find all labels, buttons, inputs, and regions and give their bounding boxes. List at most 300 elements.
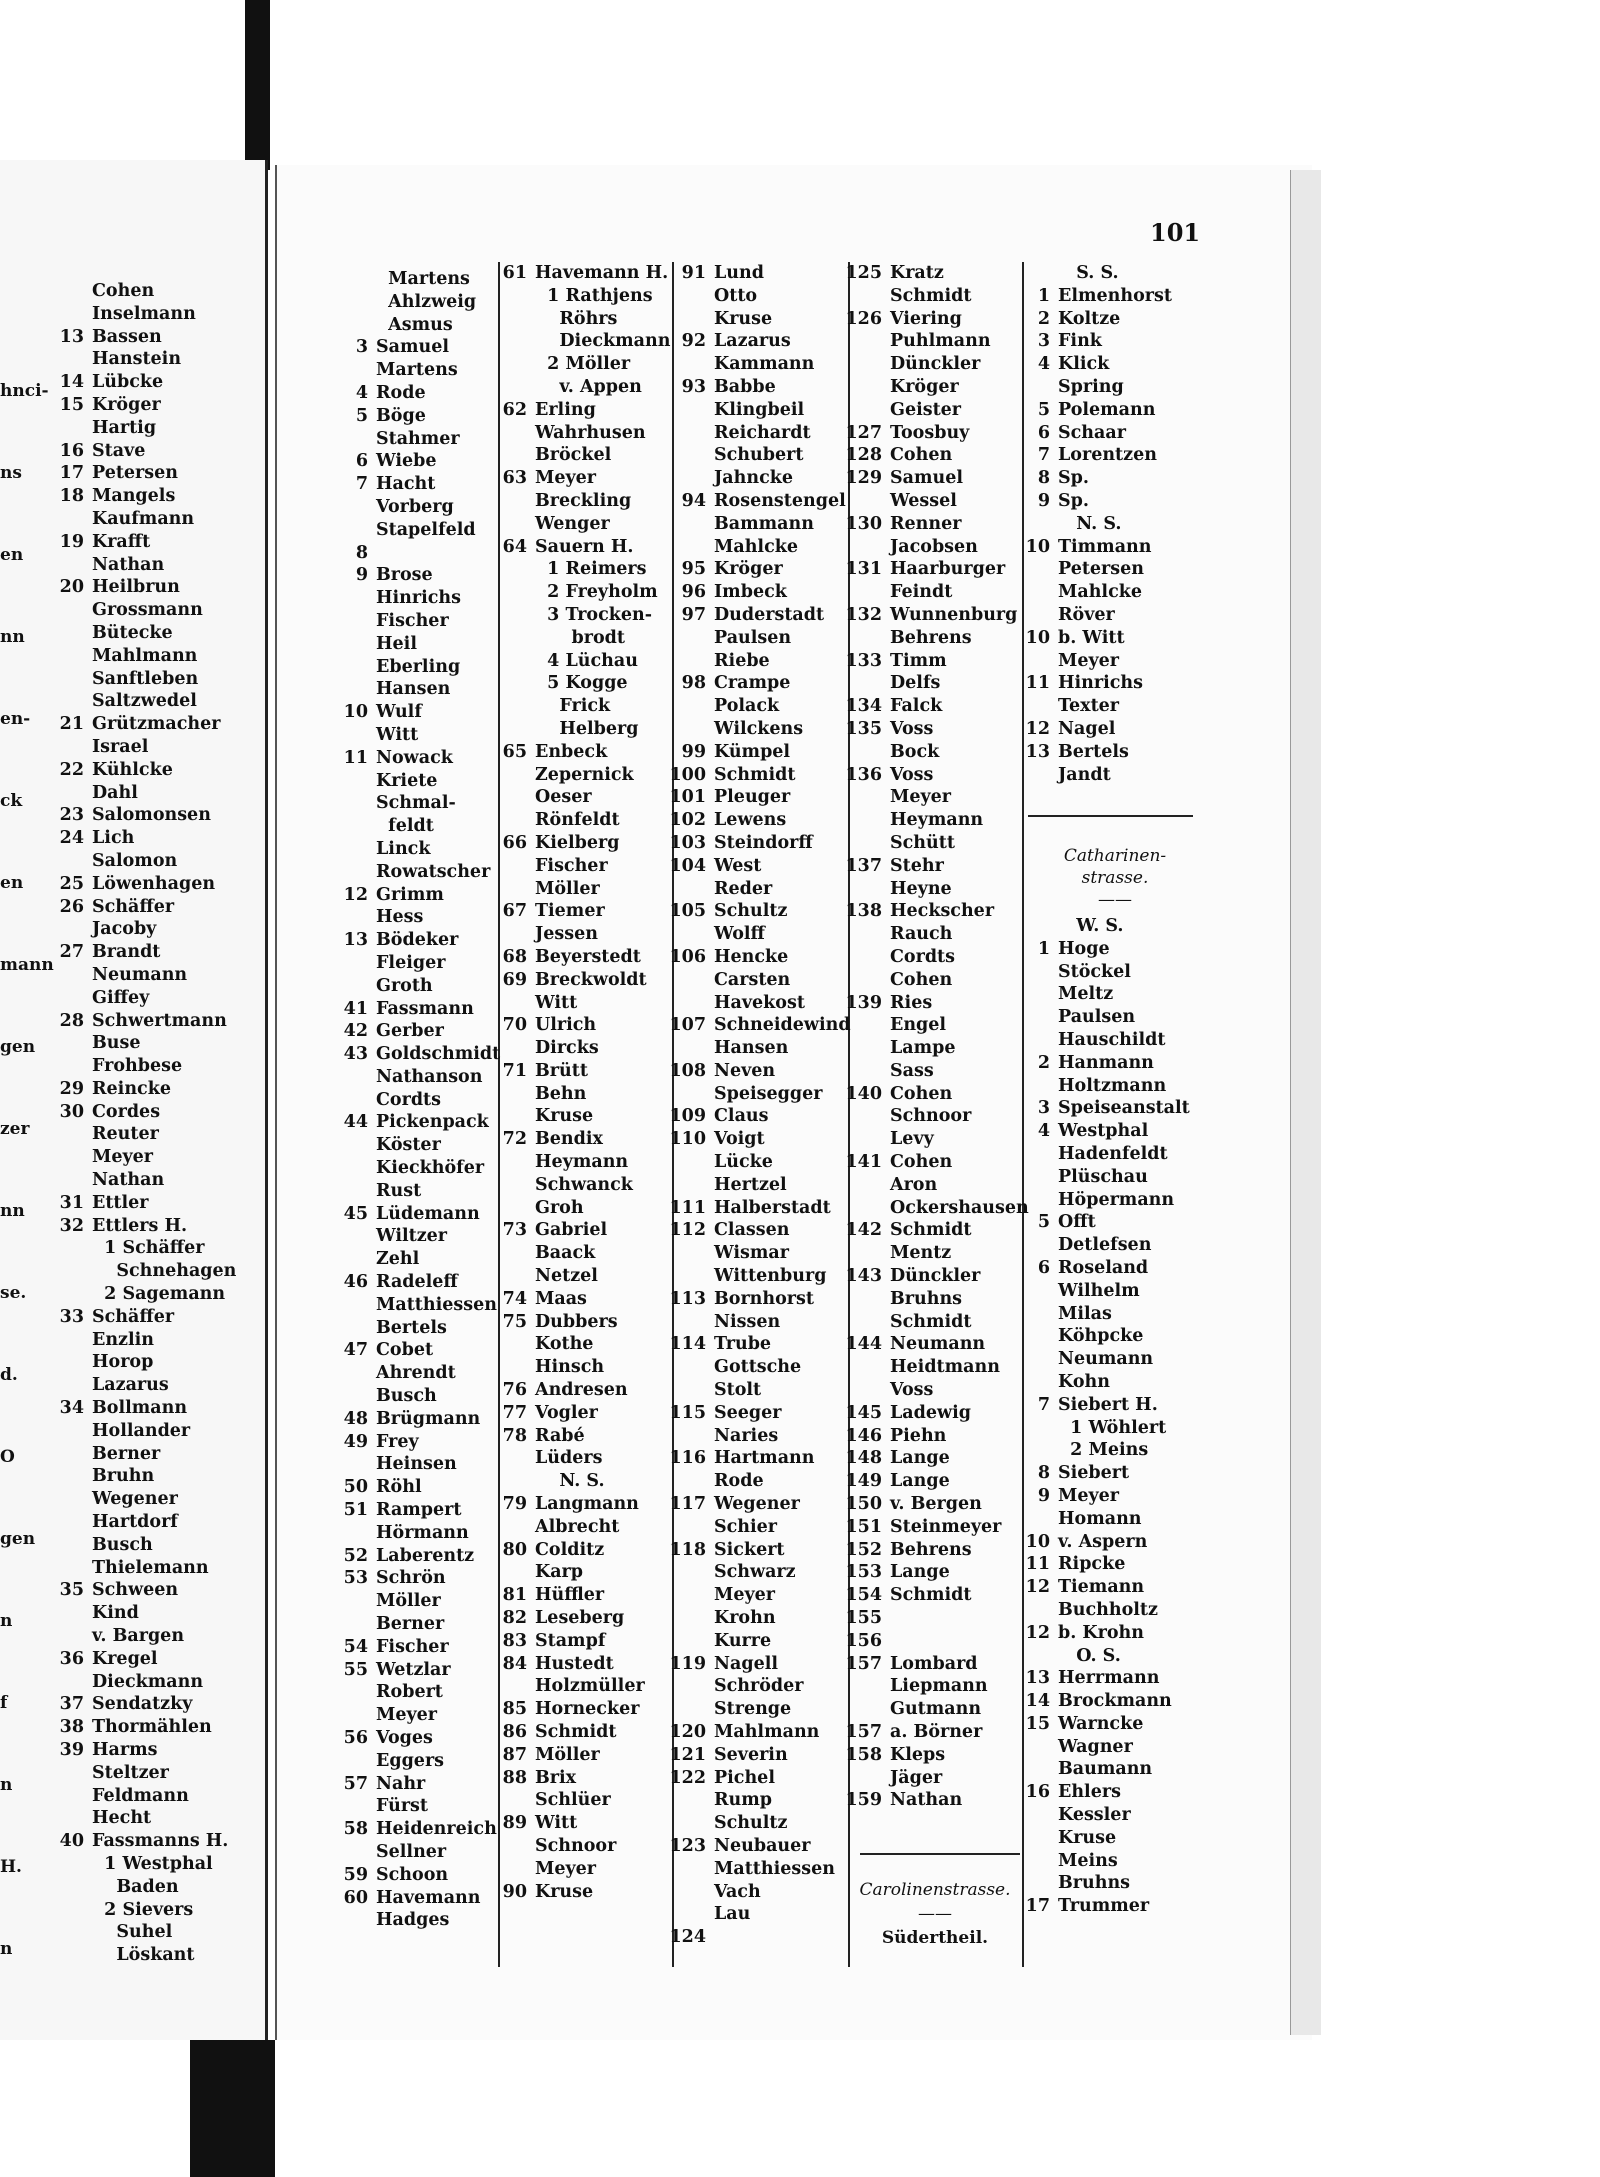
directory-entry bbox=[842, 1128, 1029, 1151]
directory-entry bbox=[495, 1858, 670, 1881]
directory-entry bbox=[48, 1237, 236, 1260]
house-number bbox=[1020, 1599, 1058, 1622]
resident-name: Sellner bbox=[376, 1841, 447, 1862]
address-column-3 bbox=[668, 262, 851, 1949]
directory-entry bbox=[842, 1653, 1029, 1676]
directory-entry bbox=[1020, 1781, 1190, 1804]
directory-entry bbox=[48, 964, 236, 987]
resident-name: Hencke bbox=[714, 946, 789, 967]
house-number bbox=[338, 656, 376, 679]
resident-name: Elmenhorst bbox=[1058, 285, 1172, 306]
resident-name: Cordes bbox=[92, 1101, 161, 1122]
directory-entry bbox=[338, 473, 500, 496]
directory-entry bbox=[842, 1698, 1029, 1721]
directory-entry bbox=[495, 1744, 670, 1767]
house-number bbox=[1020, 376, 1058, 399]
resident-name: Lewens bbox=[714, 810, 787, 831]
page-number: 101 bbox=[1150, 218, 1201, 247]
house-number: 143 bbox=[845, 1266, 882, 1287]
house-number bbox=[495, 764, 535, 787]
house-number bbox=[48, 1921, 92, 1944]
directory-entry bbox=[495, 1493, 670, 1516]
house-number: 131 bbox=[845, 559, 882, 580]
resident-name: Lazarus bbox=[92, 1375, 169, 1396]
directory-entry bbox=[495, 1789, 670, 1812]
address-column-1 bbox=[338, 268, 500, 1932]
directory-entry bbox=[668, 786, 851, 809]
resident-name: Dubbers bbox=[535, 1311, 618, 1332]
house-number: 66 bbox=[502, 832, 527, 853]
house-number: 100 bbox=[669, 764, 706, 785]
house-number: 8 bbox=[1037, 1463, 1050, 1484]
house-number bbox=[1020, 1804, 1058, 1827]
house-number bbox=[495, 1858, 535, 1881]
directory-entry bbox=[1020, 581, 1172, 604]
resident-name: Löwenhagen bbox=[92, 873, 216, 894]
directory-entry bbox=[842, 1675, 1029, 1698]
resident-name: Israel bbox=[92, 736, 149, 757]
resident-name: Nathan bbox=[92, 554, 165, 575]
directory-entry bbox=[338, 1659, 500, 1682]
directory-entry bbox=[48, 280, 236, 303]
directory-entry bbox=[338, 382, 500, 405]
directory-entry bbox=[842, 399, 1029, 422]
directory-entry bbox=[842, 444, 1029, 467]
resident-name: Nagell bbox=[714, 1653, 779, 1674]
directory-entry bbox=[668, 513, 851, 536]
resident-name: Schmidt bbox=[535, 1722, 617, 1742]
resident-name: 2 Sagemann bbox=[92, 1284, 226, 1305]
resident-name: Lange bbox=[890, 1471, 950, 1492]
resident-name: Voss bbox=[890, 764, 934, 785]
directory-entry bbox=[338, 1362, 500, 1385]
house-number bbox=[338, 815, 376, 838]
house-number bbox=[668, 992, 714, 1015]
resident-name: Voss bbox=[890, 1380, 934, 1401]
house-number: 120 bbox=[669, 1722, 706, 1742]
cut-off-text-fragment: f bbox=[0, 1693, 8, 1713]
directory-entry bbox=[842, 1060, 1029, 1083]
directory-entry bbox=[48, 440, 236, 463]
resident-name: Steinmeyer bbox=[890, 1516, 1002, 1537]
house-number: 88 bbox=[502, 1767, 527, 1788]
resident-name: Wegener bbox=[92, 1489, 178, 1510]
resident-name: Salomon bbox=[92, 850, 178, 871]
resident-name: N. S. bbox=[535, 1471, 605, 1492]
house-number bbox=[495, 1174, 535, 1197]
resident-name: Bruhn bbox=[92, 1466, 155, 1487]
directory-entry bbox=[842, 513, 1029, 536]
house-number bbox=[842, 1675, 890, 1698]
resident-name: Meyer bbox=[535, 1858, 597, 1879]
directory-entry bbox=[495, 285, 670, 308]
resident-name: Jacobsen bbox=[890, 536, 978, 557]
resident-name: Andresen bbox=[535, 1380, 628, 1401]
resident-name: Möller bbox=[535, 878, 600, 899]
house-number bbox=[338, 1453, 376, 1476]
house-number: 68 bbox=[502, 946, 527, 967]
resident-name: Schubert bbox=[714, 445, 804, 466]
resident-name: Maas bbox=[535, 1288, 587, 1309]
house-number bbox=[842, 923, 890, 946]
resident-name: Hacht bbox=[376, 474, 436, 495]
house-number: 72 bbox=[502, 1129, 527, 1150]
directory-entry bbox=[495, 604, 670, 627]
resident-name: Colditz bbox=[535, 1539, 605, 1560]
house-number bbox=[842, 1311, 890, 1334]
directory-entry bbox=[48, 1420, 236, 1443]
directory-entry bbox=[48, 348, 236, 371]
resident-name: Kammann bbox=[714, 354, 815, 375]
resident-name: Kruse bbox=[1058, 1827, 1117, 1848]
directory-entry bbox=[668, 490, 851, 513]
house-number bbox=[338, 587, 376, 610]
resident-name: Hartmann bbox=[714, 1448, 815, 1469]
resident-name: Milas bbox=[1058, 1303, 1112, 1324]
resident-name: Lorentzen bbox=[1058, 445, 1157, 466]
resident-name: Kielberg bbox=[535, 832, 620, 853]
resident-name: Polack bbox=[714, 696, 780, 717]
directory-entry bbox=[338, 1180, 500, 1203]
resident-name: Dircks bbox=[535, 1038, 599, 1059]
resident-name: Krohn bbox=[714, 1608, 776, 1629]
house-number: 76 bbox=[502, 1380, 527, 1401]
directory-entry bbox=[48, 1123, 236, 1146]
directory-entry bbox=[338, 1043, 500, 1066]
directory-entry bbox=[495, 1812, 670, 1835]
directory-entry bbox=[48, 1557, 236, 1580]
directory-entry bbox=[495, 1174, 670, 1197]
resident-name: Kröger bbox=[92, 394, 161, 415]
house-number: 103 bbox=[669, 832, 706, 853]
resident-name: Aron bbox=[890, 1174, 938, 1195]
resident-name: Hartdorf bbox=[92, 1512, 178, 1533]
directory-entry bbox=[1020, 558, 1172, 581]
directory-entry bbox=[842, 1037, 1029, 1060]
cut-off-text-fragment: nn bbox=[0, 627, 25, 647]
resident-name: Voigt bbox=[714, 1129, 765, 1150]
resident-name: Reder bbox=[714, 878, 773, 899]
directory-entry bbox=[668, 1698, 851, 1721]
house-number: 128 bbox=[845, 445, 882, 466]
resident-name: O. S. bbox=[1058, 1645, 1121, 1666]
directory-entry bbox=[668, 1151, 851, 1174]
house-number: 49 bbox=[343, 1431, 368, 1452]
directory-entry bbox=[1020, 353, 1172, 376]
resident-name: Tiemann bbox=[1058, 1577, 1145, 1598]
house-number: 70 bbox=[502, 1015, 527, 1036]
house-number: 136 bbox=[845, 764, 882, 785]
directory-entry bbox=[495, 513, 670, 536]
directory-entry bbox=[495, 467, 670, 490]
house-number bbox=[48, 1853, 92, 1876]
house-number: 37 bbox=[59, 1694, 84, 1715]
resident-name: Schoon bbox=[376, 1864, 449, 1885]
resident-name: Cohen bbox=[890, 1083, 953, 1104]
directory-entry bbox=[48, 1374, 236, 1397]
directory-entry bbox=[668, 1835, 851, 1858]
resident-name: Hornecker bbox=[535, 1699, 640, 1720]
house-number: 48 bbox=[343, 1408, 368, 1429]
resident-name: Rode bbox=[714, 1471, 764, 1492]
resident-name: West bbox=[714, 855, 762, 876]
resident-name: 4 Lüchau bbox=[535, 650, 638, 671]
directory-entry bbox=[1020, 490, 1172, 513]
resident-name: Karp bbox=[535, 1562, 584, 1583]
house-number bbox=[338, 1613, 376, 1636]
directory-entry bbox=[48, 713, 236, 736]
street-heading-catharinenstrasse bbox=[1035, 845, 1195, 911]
house-number: 45 bbox=[343, 1203, 368, 1224]
directory-entry bbox=[1020, 1736, 1190, 1759]
house-number: 12 bbox=[343, 884, 368, 905]
resident-name: b. Witt bbox=[1058, 627, 1125, 648]
resident-name: Kurre bbox=[714, 1630, 772, 1651]
house-number bbox=[338, 1795, 376, 1818]
resident-name: Voss bbox=[890, 718, 934, 739]
resident-name: Tiemer bbox=[535, 901, 605, 922]
resident-name: Lazarus bbox=[714, 331, 791, 352]
house-number bbox=[338, 678, 376, 701]
cut-off-text-fragment: ns bbox=[0, 463, 22, 483]
house-number bbox=[668, 1037, 714, 1060]
resident-name: Rowatscher bbox=[376, 861, 491, 882]
directory-entry bbox=[1020, 1713, 1190, 1736]
resident-name: Robert bbox=[376, 1682, 443, 1703]
house-number bbox=[1020, 983, 1058, 1006]
resident-name: Gerber bbox=[376, 1021, 444, 1042]
directory-entry bbox=[495, 1835, 670, 1858]
house-number: 129 bbox=[845, 468, 882, 489]
resident-name: W. S. bbox=[1058, 916, 1124, 936]
house-number bbox=[338, 1909, 376, 1932]
street-name-line1: Catharinen- bbox=[1063, 846, 1167, 866]
directory-entry bbox=[48, 1192, 236, 1215]
directory-entry bbox=[48, 417, 236, 440]
directory-entry bbox=[48, 987, 236, 1010]
house-number bbox=[495, 285, 535, 308]
directory-entry bbox=[495, 1675, 670, 1698]
house-number bbox=[1020, 961, 1058, 984]
house-number bbox=[495, 444, 535, 467]
house-number: 153 bbox=[845, 1562, 882, 1583]
resident-name: Hansen bbox=[376, 679, 451, 700]
directory-entry bbox=[338, 1590, 500, 1613]
directory-entry bbox=[495, 786, 670, 809]
resident-name: Bertels bbox=[1058, 741, 1129, 762]
directory-entry bbox=[495, 262, 670, 285]
house-number: 107 bbox=[669, 1015, 706, 1036]
directory-entry bbox=[668, 923, 851, 946]
directory-entry bbox=[495, 650, 670, 673]
resident-name: Kaufmann bbox=[92, 508, 195, 529]
house-number bbox=[338, 1248, 376, 1271]
resident-name: Jäger bbox=[890, 1767, 943, 1788]
directory-entry bbox=[495, 741, 670, 764]
house-number: 9 bbox=[1037, 1485, 1050, 1506]
house-number: 69 bbox=[502, 969, 527, 990]
street-dash: —— bbox=[918, 1904, 952, 1924]
resident-name: v. Bargen bbox=[92, 1626, 185, 1647]
house-number bbox=[338, 1157, 376, 1180]
house-number bbox=[1020, 1029, 1058, 1052]
resident-name: Klingbeil bbox=[714, 399, 805, 420]
directory-entry bbox=[495, 718, 670, 741]
directory-entry bbox=[668, 718, 851, 741]
resident-name: Schmidt bbox=[714, 764, 796, 785]
resident-name: Hinrichs bbox=[376, 588, 462, 609]
house-number: 13 bbox=[343, 930, 368, 951]
house-number: 155 bbox=[845, 1608, 882, 1629]
house-number bbox=[338, 1225, 376, 1248]
house-number: 32 bbox=[59, 1215, 84, 1236]
resident-name: Hauschildt bbox=[1058, 1029, 1166, 1050]
directory-entry bbox=[495, 1151, 670, 1174]
resident-name: Netzel bbox=[535, 1266, 598, 1287]
resident-name: Dahl bbox=[92, 782, 138, 803]
resident-name: Cohen bbox=[890, 1152, 953, 1173]
resident-name: Kratz bbox=[890, 263, 944, 283]
directory-entry bbox=[48, 1055, 236, 1078]
resident-name: Duderstadt bbox=[714, 604, 825, 625]
resident-name: Bröckel bbox=[535, 445, 612, 466]
house-number bbox=[842, 1379, 890, 1402]
house-number bbox=[842, 1060, 890, 1083]
house-number bbox=[48, 599, 92, 622]
directory-entry bbox=[668, 399, 851, 422]
resident-name: Herrmann bbox=[1058, 1668, 1160, 1689]
resident-name: v. Bergen bbox=[890, 1494, 982, 1515]
house-number bbox=[1020, 1006, 1058, 1029]
cut-off-text-fragment: mann bbox=[0, 955, 54, 975]
resident-name: Steltzer bbox=[92, 1762, 169, 1783]
directory-entry bbox=[842, 1197, 1029, 1220]
house-number: 13 bbox=[59, 326, 84, 347]
resident-name: Hadges bbox=[376, 1910, 450, 1931]
resident-name: Schultz bbox=[714, 1813, 788, 1834]
resident-name: Detlefsen bbox=[1058, 1235, 1152, 1256]
house-number bbox=[668, 718, 714, 741]
directory-entry bbox=[338, 633, 500, 656]
house-number bbox=[495, 308, 535, 331]
house-number bbox=[48, 1944, 92, 1967]
directory-entry bbox=[668, 855, 851, 878]
house-number bbox=[495, 1083, 535, 1106]
directory-entry bbox=[842, 1539, 1029, 1562]
house-number bbox=[668, 1470, 714, 1493]
directory-entry bbox=[338, 1317, 500, 1340]
directory-entry bbox=[338, 336, 500, 359]
resident-name: Jandt bbox=[1058, 764, 1111, 785]
house-number: 7 bbox=[1037, 445, 1050, 466]
house-number: 114 bbox=[669, 1334, 706, 1355]
house-number: 75 bbox=[502, 1311, 527, 1332]
resident-name: Jessen bbox=[535, 924, 598, 945]
resident-name: Brandt bbox=[92, 942, 161, 963]
directory-entry bbox=[338, 1818, 500, 1841]
house-number bbox=[48, 1762, 92, 1785]
house-number: 44 bbox=[343, 1112, 368, 1133]
house-number: 5 bbox=[1037, 399, 1050, 420]
house-number bbox=[48, 1465, 92, 1488]
resident-name: Bendix bbox=[535, 1129, 603, 1150]
directory-entry bbox=[668, 992, 851, 1015]
directory-entry bbox=[338, 1408, 500, 1431]
house-number bbox=[842, 786, 890, 809]
resident-name: Wenger bbox=[535, 513, 610, 534]
house-number: 46 bbox=[343, 1272, 368, 1293]
directory-entry bbox=[668, 1288, 851, 1311]
resident-name: Ries bbox=[890, 992, 933, 1013]
house-number: 148 bbox=[845, 1448, 882, 1469]
directory-entry bbox=[1020, 741, 1172, 764]
directory-entry bbox=[495, 878, 670, 901]
house-number bbox=[48, 668, 92, 691]
directory-entry bbox=[842, 1083, 1029, 1106]
house-number bbox=[842, 672, 890, 695]
resident-name: Hüffler bbox=[535, 1585, 605, 1606]
directory-entry bbox=[338, 1795, 500, 1818]
street-name-line2: strasse. bbox=[1081, 868, 1149, 888]
house-number bbox=[668, 1242, 714, 1265]
house-number bbox=[842, 832, 890, 855]
resident-name: Fischer bbox=[376, 610, 449, 631]
house-number: 124 bbox=[669, 1927, 706, 1948]
resident-name: Piehn bbox=[890, 1425, 947, 1446]
resident-name: Brix bbox=[535, 1767, 577, 1788]
directory-entry bbox=[1020, 1417, 1190, 1440]
house-number bbox=[668, 1698, 714, 1721]
house-number bbox=[338, 724, 376, 747]
house-number: 2 bbox=[1037, 1052, 1050, 1073]
directory-entry bbox=[1020, 1895, 1190, 1918]
resident-name: Schier bbox=[714, 1516, 778, 1537]
house-number bbox=[842, 1128, 890, 1151]
resident-name: Sendatzky bbox=[92, 1694, 193, 1715]
resident-name: Lüdemann bbox=[376, 1203, 480, 1224]
directory-entry bbox=[338, 838, 500, 861]
house-number bbox=[842, 1356, 890, 1379]
directory-entry bbox=[48, 1807, 236, 1830]
resident-name: v. Appen bbox=[535, 376, 642, 397]
resident-name: 1 Wöhlert bbox=[1058, 1417, 1167, 1438]
directory-entry bbox=[842, 1219, 1029, 1242]
house-number bbox=[668, 1630, 714, 1653]
resident-name: Gottsche bbox=[714, 1357, 802, 1378]
house-number: 1 bbox=[1037, 285, 1050, 306]
house-number bbox=[495, 1197, 535, 1220]
house-number: 140 bbox=[845, 1083, 882, 1104]
directory-entry bbox=[1020, 1371, 1190, 1394]
directory-entry bbox=[338, 678, 500, 701]
resident-name: Carsten bbox=[714, 969, 791, 990]
directory-entry bbox=[48, 645, 236, 668]
house-number bbox=[495, 581, 535, 604]
house-number: 89 bbox=[502, 1813, 527, 1834]
resident-name: Brockmann bbox=[1058, 1691, 1172, 1712]
directory-entry bbox=[48, 690, 236, 713]
house-number: 18 bbox=[59, 486, 84, 507]
resident-name: Riebe bbox=[714, 650, 770, 671]
house-number: 11 bbox=[1025, 673, 1050, 694]
resident-name: Heymann bbox=[890, 810, 984, 831]
directory-entry bbox=[668, 308, 851, 331]
resident-name: 2 Möller bbox=[535, 354, 631, 375]
resident-name: Möller bbox=[535, 1744, 600, 1765]
directory-entry bbox=[668, 1037, 851, 1060]
resident-name: Levy bbox=[890, 1129, 934, 1150]
resident-name: Mentz bbox=[890, 1243, 952, 1264]
